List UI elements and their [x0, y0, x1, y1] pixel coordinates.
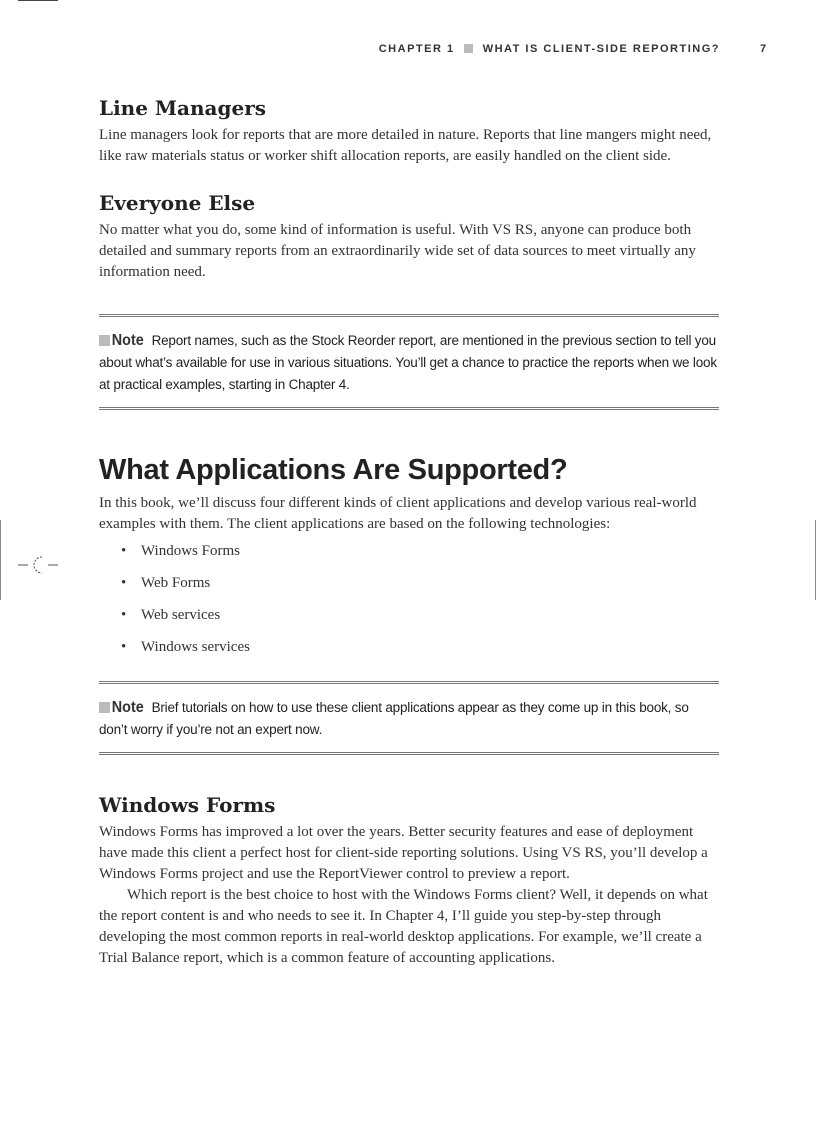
heading-windows-forms: Windows Forms — [99, 793, 276, 817]
list-item-text: Windows services — [141, 639, 250, 655]
list-item: • Windows services — [121, 639, 250, 655]
paragraph-applications: In this book, we’ll discuss four different kinds of client applications and develop various real-world examples with them. The client applications are based on the following technologies: — [99, 495, 697, 532]
chapter-title: WHAT IS CLIENT-SIDE REPORTING? — [482, 43, 720, 55]
heading-everyone-else: Everyone Else — [99, 191, 256, 215]
note-label: Note — [111, 699, 144, 716]
note-square-icon — [99, 335, 110, 346]
page-number: 7 — [760, 43, 767, 55]
list-item: • Windows Forms — [121, 543, 240, 559]
heading-applications: What Applications Are Supported? — [99, 454, 568, 486]
registration-mark-icon — [18, 550, 58, 580]
crop-mark-top — [18, 0, 58, 1]
note-text: Report names, such as the Stock Reorder report, are mentioned in the previous section to tell you about what’s available for use in various situations. You’ll get a chance to practice the reports when we look at practical examples, starting in Chapter 4. — [99, 333, 717, 392]
note-box — [99, 681, 719, 755]
paragraph-windows-forms-1: Windows Forms has improved a lot over the years. Better security features and ease of deployment have made this client a perfect host for client-side reporting solutions. Using VS RS, you’ll develop a Windows Forms project and use the ReportViewer control to preview a report. — [99, 824, 708, 882]
heading-line-managers: Line Managers — [99, 96, 266, 120]
list-item-text: Windows Forms — [141, 543, 240, 559]
note-box — [99, 314, 719, 410]
paragraph-everyone-else: No matter what you do, some kind of information is useful. With VS RS, anyone can produce both detailed and summary reports from an extraordinarily wide set of data sources to meet virtually any information need. — [99, 222, 696, 280]
technology-list — [99, 541, 719, 658]
list-item-text: Web services — [141, 607, 221, 623]
note-text: Brief tutorials on how to use these client applications appear as they come up in this book, so don’t worry if you’re not an expert now. — [99, 700, 689, 737]
paragraph-windows-forms-2: Which report is the best choice to host with the Windows Forms client? Well, it depends on what the report content is and who needs to see it. In Chapter 4, I’ll guide you step-by-step through developing the most common reports in real-world desktop applications. For example, we’ll create a Trial Balance report, which is a common feature of accounting applications. — [99, 887, 708, 966]
chapter-label: CHAPTER 1 — [378, 43, 455, 55]
page-content — [99, 96, 719, 969]
note-label: Note — [111, 332, 144, 349]
paragraph-line-managers: Line managers look for reports that are more detailed in nature. Reports that line mangers might need, like raw materials status or worker shift allocation reports, are easily handled on the client side. — [99, 127, 712, 164]
list-item: • Web services — [121, 607, 221, 623]
note-square-icon — [99, 702, 110, 713]
running-head — [300, 43, 720, 55]
separator-square-icon — [464, 44, 473, 53]
list-item: • Web Forms — [121, 575, 211, 591]
crop-mark-left — [0, 520, 1, 600]
list-item-text: Web Forms — [141, 575, 211, 591]
